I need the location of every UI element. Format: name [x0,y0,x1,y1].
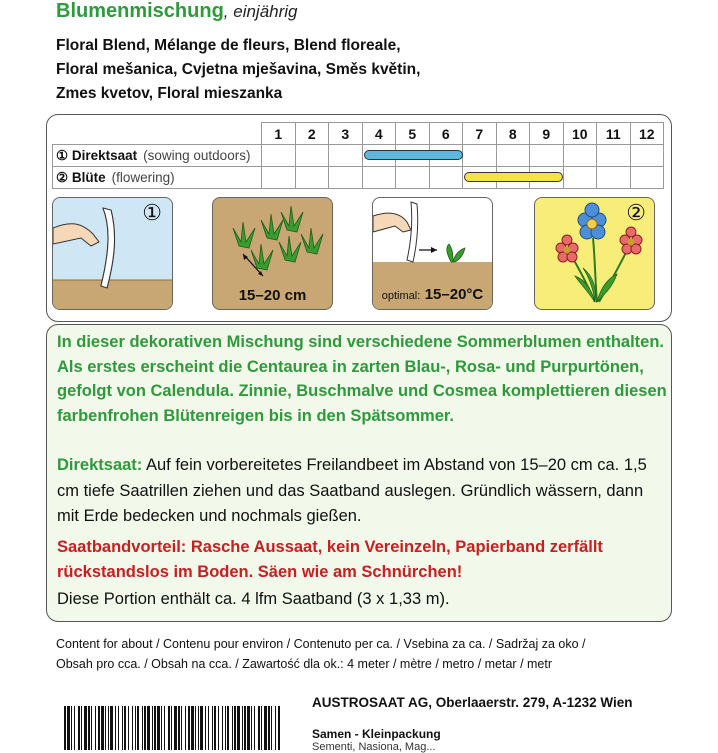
names-line: Zmes kvetov, Floral mieszanka [56,85,283,102]
barcode-bar [98,706,100,750]
barcode-bar [232,706,233,750]
names-line: Floral Blend, Mélange de fleurs, Blend floreale, [56,37,401,54]
row-flowering-label: ② Blüte (flowering) [53,167,262,189]
barcode-bar [275,706,276,750]
barcode-bar [88,706,90,750]
sowing-period-bar [364,150,463,160]
content-amount [56,634,586,674]
barcode-bar [212,706,213,750]
content-line-2: Obsah pro cca. / Obsah na cca. / Zawartość dla ok.: 4 meter / mètre / metro / metar / metr [56,657,553,671]
barcode-bar [218,706,219,750]
month-12: 12 [630,123,664,145]
barcode-bar [258,706,260,750]
barcode-bar [142,706,143,750]
description-text: In dieser dekorativen Mischung sind verschiedene Sommerblumen enthalten. Als erstes erscheint die Centaurea in zarten Blau-, Rosa- und Purpurtönen, gefolgt von Calendula. Zinnie, Buschmalve und Cosmea komplettieren diesen farbenfrohen Blütenreigen bis in den Spätsommer. [57,333,667,425]
barcode-bar [91,706,92,750]
barcode-bar [132,706,133,750]
barcode-bar [261,706,262,750]
barcode-bar [152,706,153,750]
content-line-1: Content for about / Contenu pour environ / Contenuto per ca. / Vsebina za ca. / Sadržaj za oko / [56,637,586,651]
month-8: 8 [496,123,530,145]
barcode-bar [208,706,209,750]
barcode-bar [227,706,229,750]
tile-flowering [534,197,655,310]
tile3-label [373,286,492,304]
barcode-bar [178,706,180,750]
month-5: 5 [396,123,430,145]
barcode-bar [95,706,96,750]
barcode-bar [71,706,72,750]
barcode-bar [222,706,223,750]
barcode-bar [198,706,199,750]
barcode-bar [78,706,80,750]
barcode-bar [185,706,186,750]
sowing-lead: Direktsaat: [57,456,143,474]
barcode-bar [195,706,196,750]
barcode-bar [181,706,182,750]
seed-tape-advantage: Saatbandvorteil: Rasche Aussaat, kein Vereinzeln, Papierband zerfällt rückstandslos im Boden. Säen wie am Schnürchen! [57,538,603,581]
month-10: 10 [563,123,597,145]
barcode-bar [237,706,240,750]
barcode-bar [110,706,113,750]
company-address: AUSTROSAAT AG, Oberlaaerstr. 279, A-1232 Wien [312,695,633,710]
barcode-bar [67,706,70,750]
month-11: 11 [597,123,631,145]
barcode-bar [268,706,270,750]
barcode-bar [118,706,119,750]
month-6: 6 [429,123,463,145]
barcode-bar [174,706,177,750]
barcode-bar [251,706,252,750]
barcode-bar [244,706,246,750]
package-type: Samen - Kleinpackung [312,727,441,741]
tile4-badge: ② [626,200,646,225]
barcode-bar [171,706,172,750]
product-names [56,34,420,106]
tile3-small: optimal: [381,290,421,302]
barcode-bar [157,706,160,750]
barcode-bar [84,706,87,750]
barcode-bar [247,706,250,750]
tile-seed-tape [52,197,173,310]
product-subtitle: , einjährig [223,2,298,21]
barcode-bar [271,706,272,750]
barcode-bar [64,706,66,750]
barcode-icon [64,706,280,750]
barcode-bar [278,706,280,750]
barcode-bar [242,706,243,750]
package-type-translations: Sementi, Nasiona, Mag... [312,741,436,753]
month-7: 7 [463,123,497,145]
barcode-bar [254,706,255,750]
tile3-temp: 15–20°C [424,286,484,303]
barcode-bar [168,706,170,750]
names-line: Floral mešanica, Cvjetna mješavina, Směs květin, [56,61,421,78]
barcode-bar [234,706,236,750]
info-box [46,324,672,622]
barcode-bar [101,706,104,750]
barcode-bar [74,706,75,750]
blue-flower [578,203,606,239]
barcode-bar [81,706,82,750]
barcode-bar [161,706,162,750]
month-2: 2 [295,123,329,145]
row-sowing-label: ① Direktsaat (sowing outdoors) [53,145,262,167]
sowing-text: Auf fein vorbereitetes Freilandbeet im Abstand von 15–20 cm ca. 1,5 cm tiefe Saatrillen ziehen und das Saatband auslegen. Gründlich wässern, dann mit Erde bedecken und nochmals gießen. [57,456,647,525]
barcode-bar [124,706,126,750]
row-flowering-english: (flowering) [111,169,175,185]
month-9: 9 [530,123,564,145]
barcode-bar [191,706,194,750]
calendar-table [52,122,664,189]
sowing-instructions [57,453,667,530]
row-sowing-english: (sowing outdoors) [143,147,251,163]
barcode-bar [154,706,156,750]
barcode-bar [128,706,129,750]
barcode-bar [225,706,226,750]
barcode-bar [135,706,136,750]
barcode-bar [205,706,206,750]
month-1: 1 [262,123,296,145]
barcode-bar [122,706,123,750]
flowering-period-bar [464,172,563,182]
month-3: 3 [329,123,363,145]
barcode-bar [137,706,139,750]
barcode-bar [200,706,203,750]
barcode-bar [115,706,116,750]
month-4: 4 [362,123,396,145]
tile-spacing [212,197,333,310]
portion-text: Diese Portion enthält ca. 4 lfm Saatband (3 x 1,33 m). [57,590,450,608]
barcode-bar [144,706,146,750]
barcode-bar [108,706,109,750]
barcode-bar [264,706,267,750]
barcode-bar [214,706,216,750]
tile-temperature [372,197,493,310]
tile1-badge: ① [142,200,162,225]
barcode-bar [147,706,150,750]
barcode-bar [188,706,190,750]
barcode-bar [164,706,165,750]
product-title: Blumenmischung, einjährig [56,0,298,22]
tile2-label: 15–20 cm [238,287,307,304]
barcode-bar [105,706,106,750]
